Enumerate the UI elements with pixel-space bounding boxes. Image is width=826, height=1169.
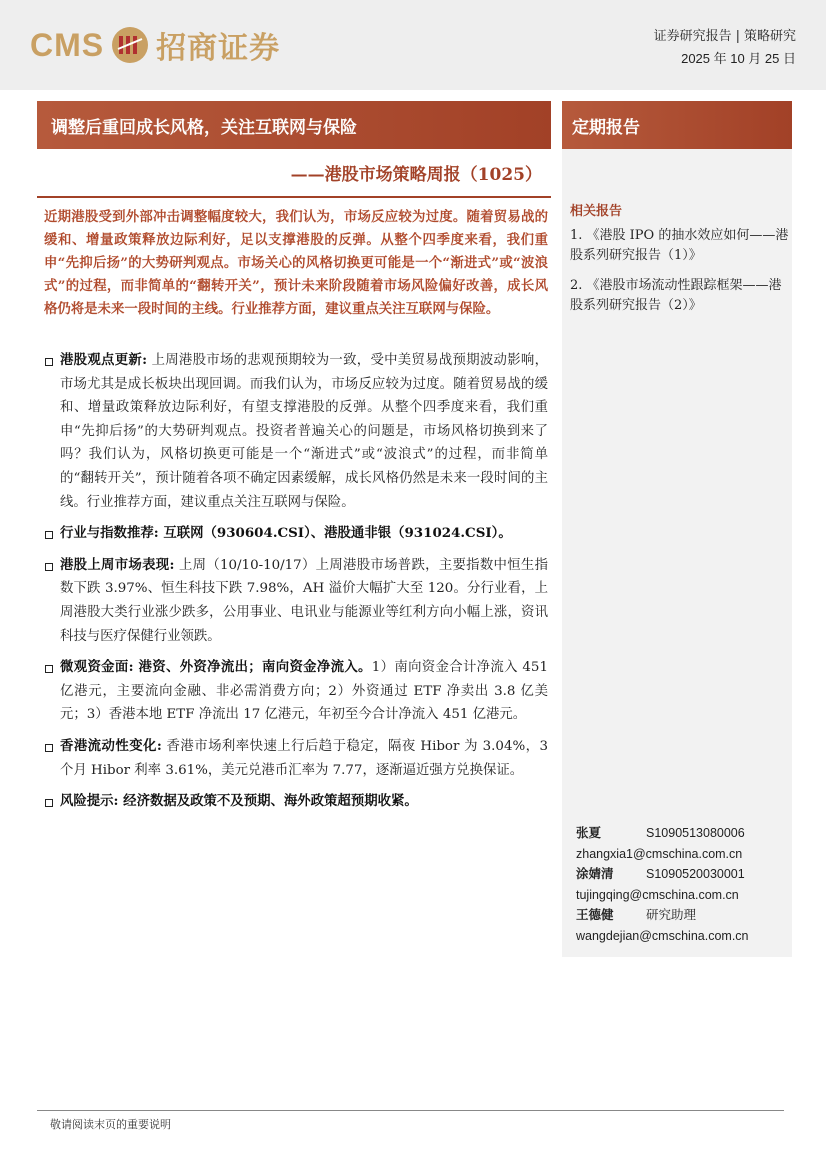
key-point-lead: 香港流动性变化: [60, 737, 162, 754]
key-point-text: 1）南向资金合计净流入 451 亿港元，主要流向金融、非必需消费方向；2）外资通过 ETF 净卖出 3.8 亿美元；3）香港本地 ETF 净流出 17 亿港元，年初至今合计净流入 451 亿港元。 [60, 660, 548, 723]
bullet-square-icon [45, 799, 53, 807]
bullet-square-icon [45, 744, 53, 752]
key-point [44, 554, 548, 648]
logo-chinese-name: 招商证券 [156, 31, 281, 66]
key-point-lead: 行业与指数推荐: [60, 525, 159, 542]
key-point [44, 349, 548, 514]
key-point-text: 上周港股市场的悲观预期较为一致，受中美贸易战预期波动影响，市场尤其是成长板块出现回调。而我们认为，市场反应较为过度。随着贸易战的缓和、增量政策释放边际利好，有望支撑港股的反弹。从整个四季度来看，我们重申“先抑后扬”的大势研判观点。投资者普遍关心的问题是，市场风格切换到来了吗？我们认为，风格切换更可能是一个“渐进式”或“波浪式”的过程，而非简单的“翻转开关”，预计随着各项不确定因素缓解，成长风格仍然是未来一段时间的主线。行业推荐方面，建议重点关注互联网与保险。 [60, 353, 548, 510]
key-point-lead: 港股观点更新: [60, 352, 148, 368]
key-points-list [44, 349, 548, 822]
key-point-bold-text: 港资、外资净流出；南向资金净流入。 [133, 659, 372, 676]
footer-disclaimer: 敬请阅读末页的重要说明 [50, 1118, 171, 1131]
analyst-info [576, 823, 749, 946]
key-point-bold-text: 经济数据及政策不及预期、海外政策超预期收紧。 [118, 793, 418, 810]
summary-paragraph: 近期港股受到外部冲击调整幅度较大，我们认为，市场反应较为过度。随着贸易战的缓和、增量政策释放边际利好，足以支撑港股的反弹。从整个四季度来看，我们重申“先抑后扬”的大势研判观点。市场关心的风格切换更可能是一个“渐进式”或“波浪式”的过程，而非简单的“翻转开关”，预计未来阶段随着市场风险偏好改善，成长风格仍将是未来一段时间的主线。行业推荐方面，建议重点关注互联网与保险。 [44, 209, 548, 317]
key-point [44, 656, 548, 727]
analyst-id: S1090513080006 [646, 826, 745, 840]
related-report-link[interactable]: 2. 《港股市场流动性跟踪框架——港股系列研究报告（2）》 [570, 278, 782, 313]
report-category: 策略研究 [743, 29, 796, 44]
title-banner [37, 101, 551, 149]
key-point-lead: 港股上周市场表现: [60, 556, 175, 573]
analyst-name: 涂婧清 [576, 866, 614, 881]
analyst-email[interactable]: zhangxia1@cmschina.com.cn [576, 846, 743, 861]
report-type-label: 定期报告 [572, 118, 640, 138]
analyst-name: 张夏 [576, 825, 602, 840]
header-meta: 证券研究报告 | 策略研究 2025 年 10 月 25 日 [654, 26, 796, 70]
analyst-email[interactable]: tujingqing@cmschina.com.cn [576, 887, 739, 902]
key-point-bold-text: 互联网（930604.CSI）、港股通非银（931024.CSI）。 [158, 525, 512, 542]
logo-emblem-icon [110, 25, 150, 65]
title-divider [37, 196, 551, 198]
footer-divider [37, 1110, 784, 1111]
key-point-text: 香港市场利率快速上行后趋于稳定，隔夜 Hibor 为 3.04%，3 个月 Hibor 利率 3.61%，美元兑港币汇率为 7.77，逐渐逼近强方兑换保证。 [60, 738, 549, 778]
key-point [44, 790, 548, 814]
related-reports-list [570, 226, 790, 326]
bullet-square-icon [45, 665, 53, 673]
bullet-square-icon [45, 358, 53, 366]
key-point [44, 522, 548, 546]
analyst-row [576, 823, 749, 844]
report-date: 2025 年 10 月 25 日 [681, 51, 796, 66]
report-type-banner [562, 101, 792, 149]
key-point-lead: 微观资金面: [60, 659, 134, 676]
key-point-text: 上周（10/10-10/17）上周港股市场普跌，主要指数中恒生指数下跌 3.97%、恒生科技下跌 7.98%，AH 溢价大幅扩大至 120。分行业看，上周港股大类行业涨少跌多，公用事业、电讯业与能源业等红利方向小幅上涨，资讯科技与医疗保健行业领跌。 [60, 557, 548, 644]
analyst-row [576, 864, 749, 885]
key-point [44, 735, 548, 782]
analyst-id: S1090520030001 [646, 867, 745, 881]
report-title: 调整后重回成长风格，关注互联网与保险 [51, 118, 357, 138]
analyst-role: 研究助理 [646, 907, 697, 922]
report-subtitle: ——港股市场策略周报（1025） [290, 165, 542, 185]
key-point-lead: 风险提示: [60, 793, 119, 810]
bullet-square-icon [45, 563, 53, 571]
analyst-name: 王德健 [576, 907, 614, 922]
company-logo [30, 22, 280, 68]
related-reports-heading: 相关报告 [570, 204, 623, 219]
report-type: 证券研究报告 [653, 29, 732, 44]
bullet-square-icon [45, 531, 53, 539]
related-report-link[interactable]: 1. 《港股 IPO 的抽水效应如何——港股系列研究报告（1）》 [570, 228, 789, 263]
analyst-row [576, 905, 749, 926]
analyst-email[interactable]: wangdejian@cmschina.com.cn [576, 928, 749, 943]
logo-text: CMS [30, 26, 105, 63]
